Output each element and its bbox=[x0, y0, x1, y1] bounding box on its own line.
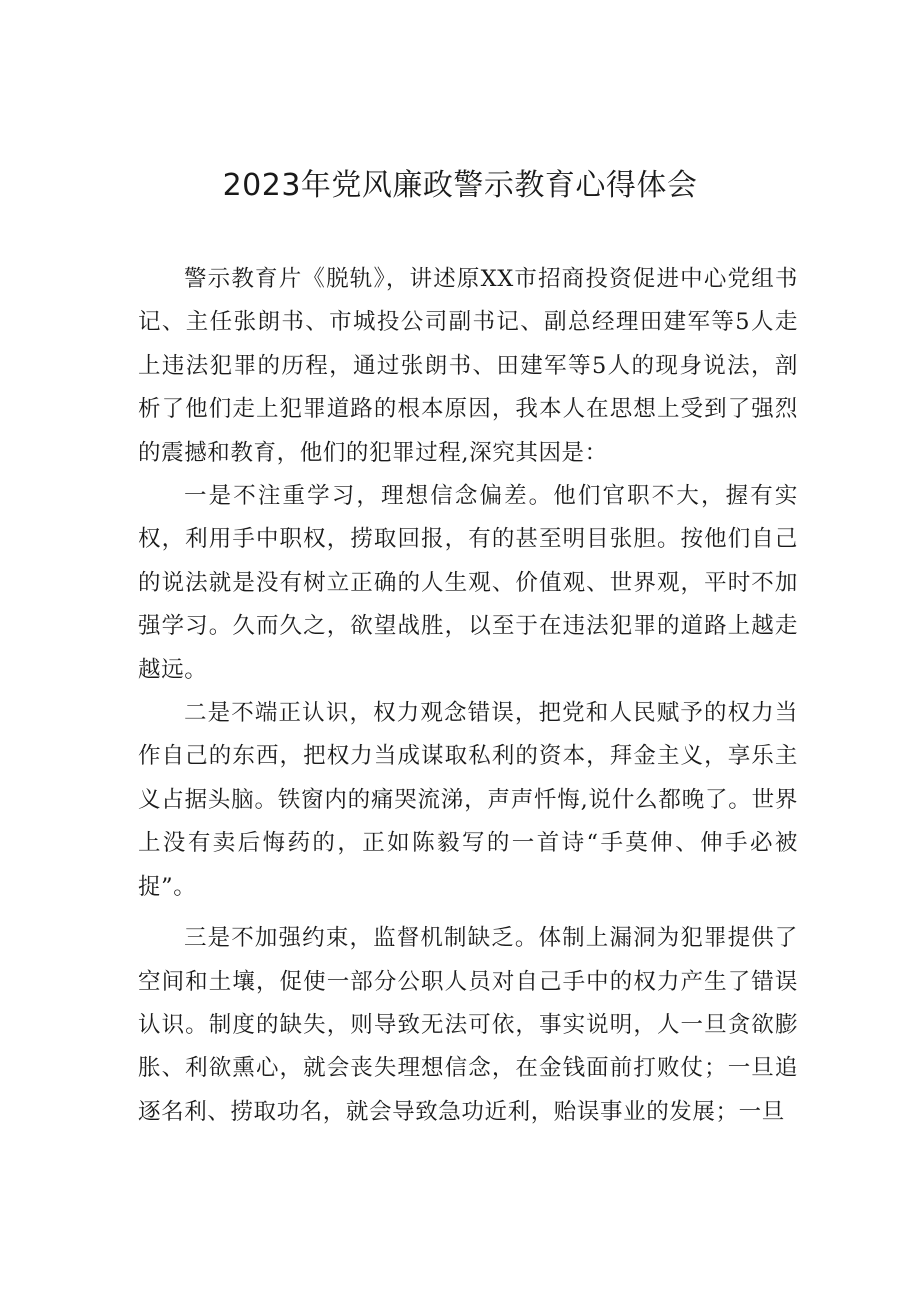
paragraph-point-one: 一是不注重学习，理想信念偏差。他们官职不大，握有实权，利用手中职权，捞取回报，有的甚至明目张胆。按他们自己的说法就是没有树立正确的人生观、价值观、世界观，平时不加强学习。久而久之，欲望战胜，以至于在违法犯罪的道路上越走越远。 bbox=[138, 483, 798, 683]
document-body bbox=[138, 258, 798, 1134]
document-title: 2023年党风廉政警示教育心得体会 bbox=[222, 168, 698, 203]
paragraph-point-two: 二是不端正认识，权力观念错误，把党和人民赋予的权力当作自己的东西，把权力当成谋取私利的资本，拜金主义，享乐主义占据头脑。铁窗内的痛哭流涕，声声忏悔,说什么都晚了。世界上没有卖后悔药的，正如陈毅写的一首诗“手莫伸、伸手必被捉”。 bbox=[138, 700, 798, 900]
paragraph-point-three: 三是不加强约束，监督机制缺乏。体制上漏洞为犯罪提供了空间和土壤，促使一部分公职人员对自己手中的权力产生了错误认识。制度的缺失，则导致无法可依，事实说明，人一旦贪欲膨胀、利欲熏心，就会丧失理想信念，在金钱面前打败仗；一旦追逐名利、捞取功名，就会导致急功近利，贻误事业的发展；一旦 bbox=[138, 925, 798, 1125]
paragraph-intro: 警示教育片《脱轨》，讲述原XX市招商投资促进中心党组书记、主任张朗书、市城投公司副书记、副总经理田建军等5人走上违法犯罪的历程，通过张朗书、田建军等5人的现身说法，剖析了他们走上犯罪道路的根本原因，我本人在思想上受到了强烈的震撼和教育，他们的犯罪过程,深究其因是： bbox=[138, 266, 798, 466]
